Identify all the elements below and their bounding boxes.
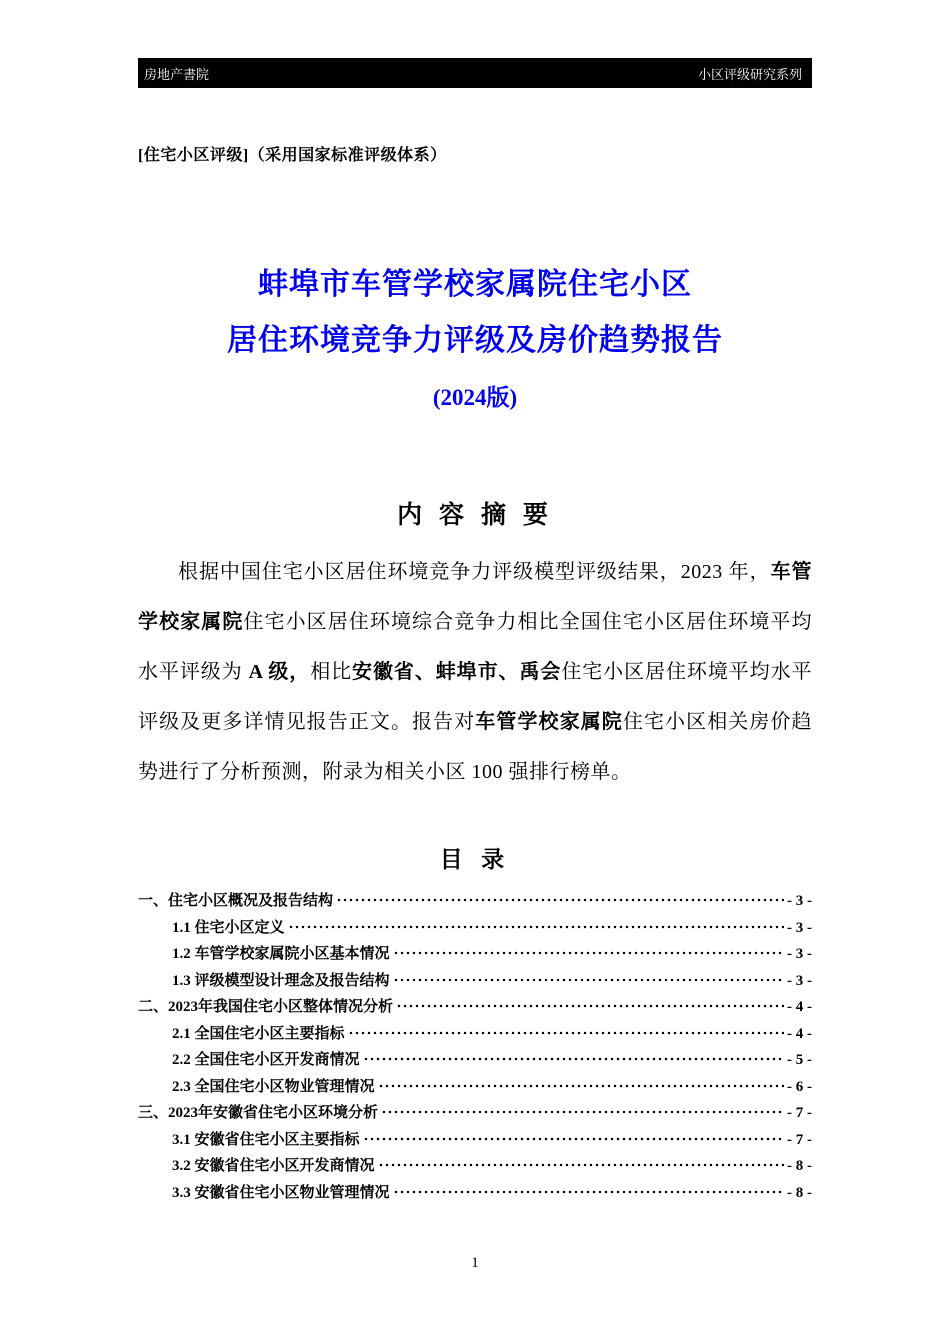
rating-system-note: [住宅小区评级]（采用国家标准评级体系） <box>138 147 447 164</box>
toc-entry-label: 一、住宅小区概况及报告结构 <box>138 893 334 909</box>
toc-entry-label: 三、2023年安徽省住宅小区环境分析 <box>138 1105 379 1121</box>
toc-leader-dots <box>288 917 784 932</box>
abstract-paragraph <box>138 547 812 797</box>
toc-leader-dots <box>393 1182 784 1197</box>
toc-leader-dots <box>378 1076 784 1091</box>
abstract-segment-bold: 车管学校家属院 <box>475 711 623 733</box>
toc-entry <box>138 994 812 1021</box>
toc-leader-dots <box>363 1049 784 1064</box>
toc-leader-dots <box>393 970 784 985</box>
toc-leader-dots <box>396 996 784 1011</box>
toc-entry-label: 2.1 全国住宅小区主要指标 <box>172 1025 345 1042</box>
toc-entry-label: 3.2 安徽省住宅小区开发商情况 <box>172 1158 375 1174</box>
toc-entry-label: 1.3 评级模型设计理念及报告结构 <box>172 972 390 989</box>
toc-list <box>138 888 812 1206</box>
toc-entry <box>138 1074 812 1101</box>
toc-entry <box>138 915 812 942</box>
toc-entry <box>138 1100 812 1127</box>
abstract-segment-bold: A 级， <box>248 661 311 683</box>
page-number: 1 <box>471 1255 479 1271</box>
abstract-segment: 根据中国住宅小区居住环境竞争力评级模型评级结果，2023 年， <box>178 561 771 583</box>
header-band <box>138 58 812 88</box>
toc-entry-page: - 3 - <box>787 893 812 909</box>
toc-entry-page: - 7 - <box>787 1131 812 1148</box>
toc-entry-page: - 6 - <box>787 1078 812 1095</box>
toc-heading: 目 录 <box>439 846 511 872</box>
toc-entry-label: 1.1 住宅小区定义 <box>172 919 285 936</box>
toc-entry-page: - 3 - <box>787 946 812 962</box>
toc-entry-label: 2.3 全国住宅小区物业管理情况 <box>172 1078 375 1095</box>
report-title-line-2: 居住环境竞争力评级及房价趋势报告 <box>227 324 723 357</box>
toc-entry-label: 1.2 车管学校家属院小区基本情况 <box>172 946 390 962</box>
toc-entry <box>138 1153 812 1180</box>
toc-leader-dots <box>363 1129 784 1144</box>
abstract-segment: 相比 <box>310 661 353 683</box>
report-edition: (2024版) <box>432 385 518 410</box>
toc-entry-label: 3.1 安徽省住宅小区主要指标 <box>172 1131 360 1148</box>
abstract-heading: 内 容 摘 要 <box>397 501 553 529</box>
toc-entry-label: 2.2 全国住宅小区开发商情况 <box>172 1052 360 1068</box>
toc-leader-dots <box>378 1155 784 1170</box>
toc-entry-page: - 7 - <box>787 1105 812 1121</box>
header-right-text: 小区评级研究系列 <box>697 66 802 82</box>
abstract-segment-bold: 车管学校家属院 <box>138 561 813 633</box>
toc-entry-label: 3.3 安徽省住宅小区物业管理情况 <box>172 1184 390 1201</box>
toc-entry <box>138 941 812 968</box>
toc-leader-dots <box>336 890 784 905</box>
toc-entry <box>138 1127 812 1154</box>
toc-leader-dots <box>348 1023 784 1038</box>
header-left-text: 房地产書院 <box>144 66 210 82</box>
toc-entry-page: - 4 - <box>787 999 812 1015</box>
abstract-segment: 住宅小区相关房价趋势进行了分析预测，附录为相关小区 100 强排行榜单。 <box>138 711 813 783</box>
toc-entry-page: - 3 - <box>787 919 812 936</box>
report-title-block <box>138 257 812 423</box>
toc-entry <box>138 1047 812 1074</box>
toc-entry-label: 二、2023年我国住宅小区整体情况分析 <box>138 999 394 1015</box>
report-title-line-1: 蚌埠市车管学校家属院住宅小区 <box>258 268 692 301</box>
toc-entry <box>138 1180 812 1207</box>
abstract-segment-bold: 安徽省、蚌埠市、禹会 <box>352 661 562 683</box>
toc-entry-page: - 8 - <box>787 1184 812 1201</box>
toc-leader-dots <box>381 1102 784 1117</box>
toc-entry <box>138 1021 812 1048</box>
toc-entry-page: - 8 - <box>787 1158 812 1174</box>
abstract-segment: 住宅小区居住环境综合竞争力相比全国住宅小区居住环境平均水平评级为 <box>138 611 813 683</box>
toc-leader-dots <box>393 943 784 958</box>
toc-entry-page: - 4 - <box>787 1025 812 1042</box>
toc-entry <box>138 968 812 995</box>
toc-entry-page: - 5 - <box>787 1052 812 1068</box>
toc-entry-page: - 3 - <box>787 972 812 989</box>
abstract-segment: 住宅小区居住环境平均水平评级及更多详情见报告正文。报告对 <box>138 661 813 733</box>
toc-entry <box>138 888 812 915</box>
